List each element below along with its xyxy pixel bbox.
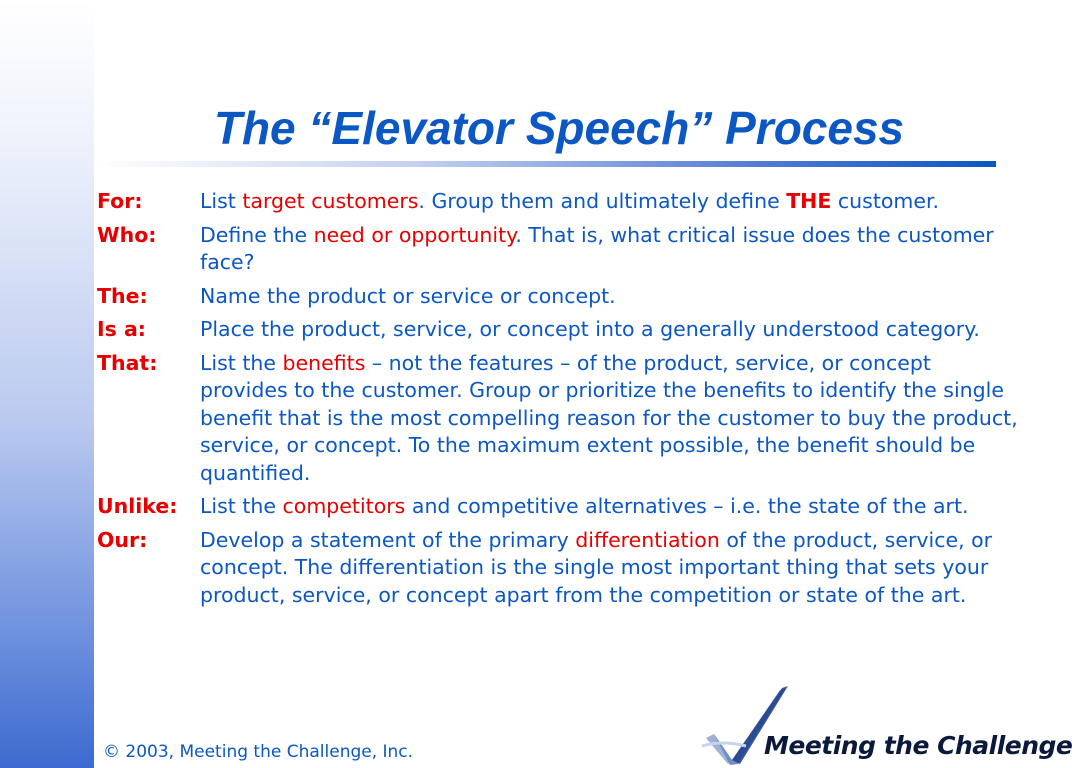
desc-text: List the (200, 350, 283, 375)
definition-item (97, 222, 1019, 277)
company-logo (702, 686, 1072, 766)
side-gradient-band (0, 0, 94, 768)
definition-term: Who: (97, 222, 157, 247)
definition-term: The: (97, 283, 148, 308)
definition-description (200, 283, 1019, 311)
desc-highlight-bold: THE (786, 189, 832, 213)
desc-highlight: need or opportunity (313, 222, 516, 247)
desc-text: customer. (831, 189, 940, 213)
desc-highlight: target customers (242, 189, 419, 213)
definition-description (200, 493, 1019, 521)
desc-text: List the (200, 494, 283, 518)
desc-text: and competitive alternatives – i.e. the state of the art. (405, 494, 969, 518)
definition-term: For: (97, 189, 143, 213)
desc-highlight: benefits (282, 350, 366, 375)
definition-term: Is a: (97, 317, 146, 341)
definition-item (97, 188, 1019, 216)
desc-text: – not the features – of the product, service, or concept provides to the customer. Group or prioritize the benefits to identify the single benefit that is the most compelling reason for the customer to buy the product, service, or concept. To the maximum extent possible, the benefit should be quantified. (200, 350, 1018, 485)
desc-text: of the product, service, or concept. The differentiation is the single most important thing that sets your product, service, or concept apart from the competition or state of the art. (200, 527, 993, 607)
definition-item (97, 350, 1019, 488)
slide-title: The “Elevator Speech” Process (213, 102, 905, 154)
copyright-text: © 2003, Meeting the Challenge, Inc. (103, 742, 414, 762)
desc-highlight: differentiation (575, 527, 720, 552)
desc-text: . That is, what critical issue does the customer face? (200, 222, 994, 274)
definition-description (200, 316, 1019, 344)
title-underline (94, 161, 996, 167)
desc-text: Name the product or service or concept. (200, 283, 616, 308)
logo-wordmark: Meeting the Challenge (764, 731, 1072, 760)
desc-highlight: competitors (282, 494, 406, 518)
definition-description (200, 188, 1019, 216)
desc-text: List (200, 189, 243, 213)
definition-item (97, 316, 1019, 344)
desc-text: Develop a statement of the primary (200, 527, 576, 552)
definition-description (200, 527, 1019, 610)
definition-term: That: (97, 350, 158, 375)
definition-term: Unlike: (97, 494, 178, 518)
definition-item (97, 527, 1019, 610)
definition-item (97, 283, 1019, 311)
definition-item (97, 493, 1019, 521)
desc-text: Define the (200, 222, 314, 247)
desc-text: . Group them and ultimately define (418, 189, 787, 213)
definition-description (200, 222, 1019, 277)
definition-list (97, 188, 1019, 615)
desc-text: Place the product, service, or concept into a generally understood category. (200, 317, 980, 341)
definition-term: Our: (97, 527, 148, 552)
definition-description (200, 350, 1019, 488)
